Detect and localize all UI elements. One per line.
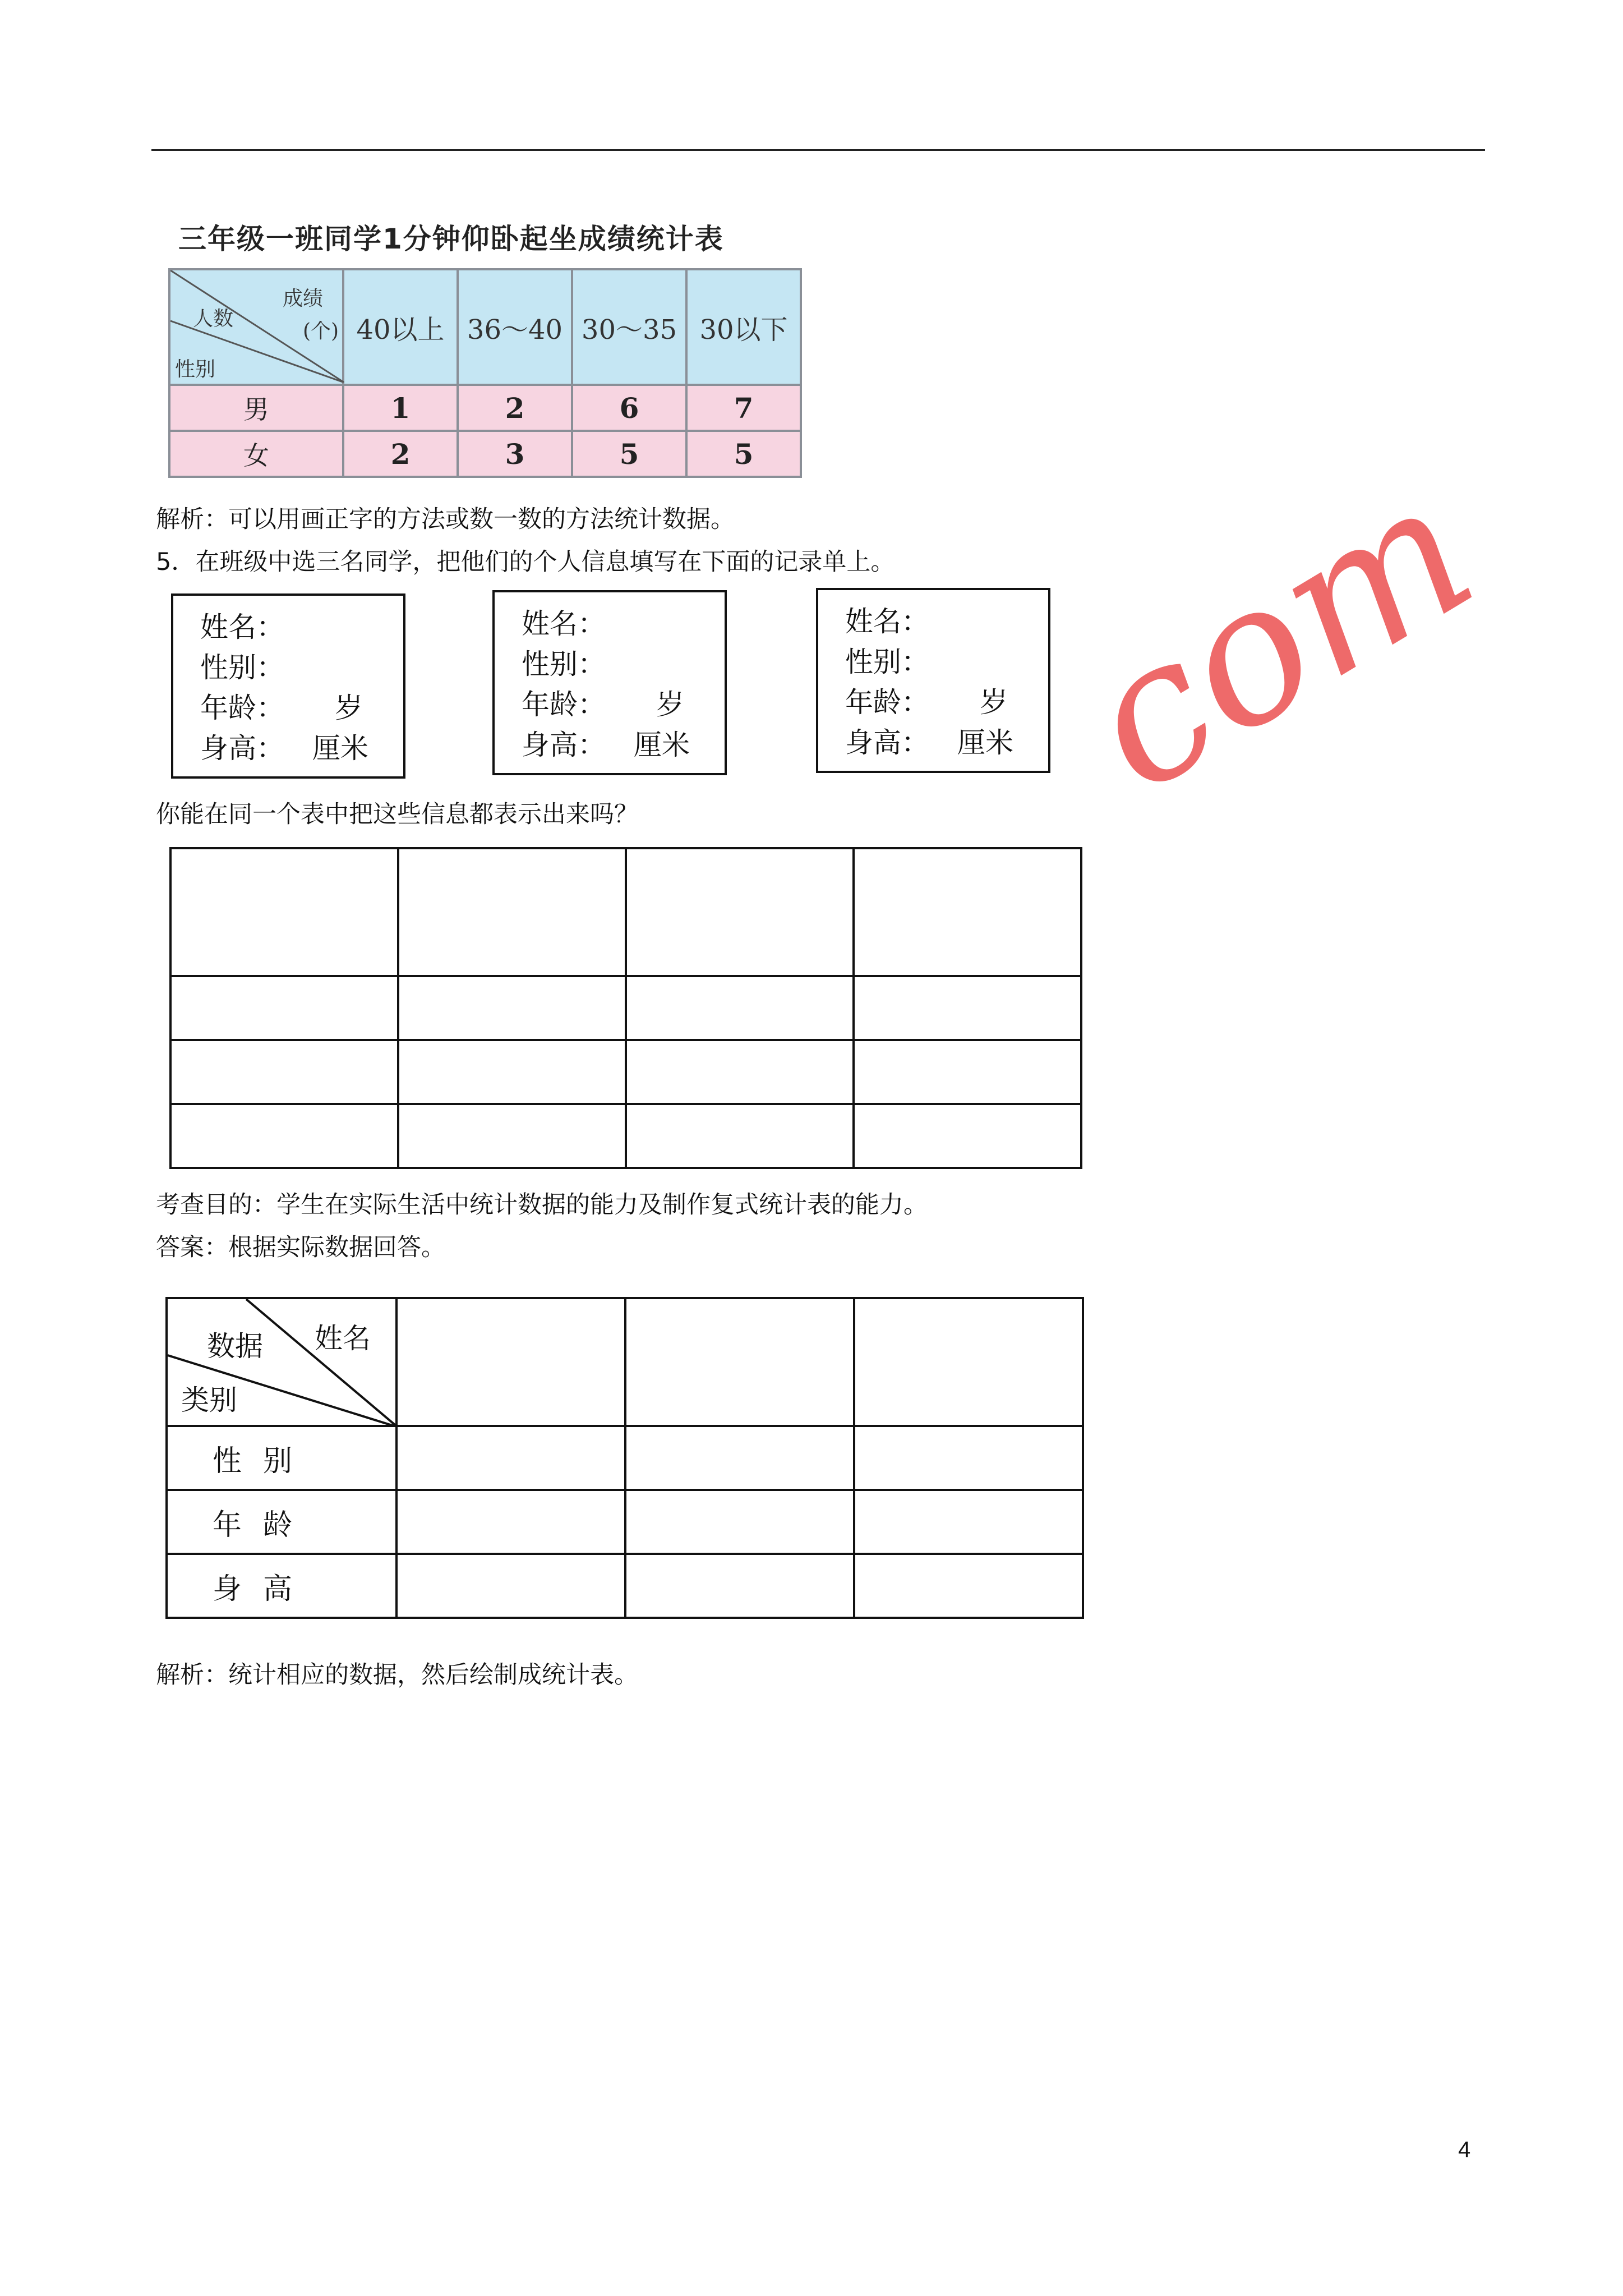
stat-corner-cell: [169, 269, 343, 385]
page-number: 4: [1458, 2137, 1471, 2162]
row-label: 男: [169, 385, 343, 431]
blank-cell: [396, 1554, 625, 1618]
table-row: [170, 976, 1081, 1040]
blank-cell: [626, 1104, 854, 1168]
cell-value: 2: [458, 385, 572, 431]
card-height-unit: 厘米: [312, 732, 368, 765]
blank-cell: [854, 1554, 1083, 1618]
analysis-2: 解析：统计相应的数据，然后绘制成统计表。: [156, 1661, 638, 1689]
row-label: 女: [169, 431, 343, 477]
corner-top-right: 姓名: [315, 1322, 371, 1355]
header-rule: [151, 149, 1485, 151]
stat-table: [168, 268, 802, 478]
table-row: [167, 1554, 1083, 1618]
table-row: [167, 1490, 1083, 1554]
blank-cell: [854, 1104, 1081, 1168]
table-row: [170, 1040, 1081, 1104]
column-header: 36～40: [458, 269, 572, 385]
row-label: 身高: [167, 1554, 396, 1618]
card-age-unit: 岁: [656, 688, 684, 721]
blank-cell: [170, 848, 398, 976]
table-row: [167, 1298, 1083, 1426]
card-height-unit: 厘米: [634, 729, 690, 761]
row-label: 性别: [167, 1426, 396, 1490]
record-card-1: [171, 593, 405, 779]
blank-cell: [170, 1040, 398, 1104]
cell-value: 1: [343, 385, 458, 431]
blank-cell: [398, 848, 626, 976]
table-row: [170, 1104, 1081, 1168]
answer-table: [165, 1297, 1084, 1619]
blank-cell: [854, 976, 1081, 1040]
table-row: [169, 431, 801, 477]
purpose-text: 考查目的：学生在实际生活中统计数据的能力及制作复式统计表的能力。: [156, 1191, 928, 1219]
card-age-unit: 岁: [980, 686, 1008, 719]
blank-table: [169, 847, 1082, 1169]
blank-cell: [626, 1040, 854, 1104]
blank-cell: [854, 1298, 1083, 1426]
blank-cell: [398, 1040, 626, 1104]
blank-cell: [854, 1490, 1083, 1554]
blank-cell: [626, 976, 854, 1040]
analysis-1: 解析：可以用画正字的方法或数一数的方法统计数据。: [156, 505, 735, 533]
watermark: com: [1049, 438, 1508, 836]
column-header: 30～35: [572, 269, 686, 385]
cell-value: 3: [458, 431, 572, 477]
blank-cell: [396, 1426, 625, 1490]
blank-cell: [854, 848, 1081, 976]
card-height-unit: 厘米: [957, 726, 1013, 759]
table-row: [169, 385, 801, 431]
column-header: 30以下: [686, 269, 801, 385]
card-name: 姓名：: [845, 605, 929, 638]
card-age: [522, 684, 725, 725]
record-card-3: [816, 588, 1050, 773]
cell-value: 2: [343, 431, 458, 477]
card-name: 姓名：: [522, 608, 606, 640]
corner-bottom-left: 类别: [181, 1384, 237, 1416]
blank-cell: [625, 1490, 854, 1554]
card-height: [200, 728, 403, 769]
corner-bottom-left: 性别: [175, 358, 216, 381]
card-height-label: 身高：: [522, 729, 606, 761]
blank-cell: [625, 1554, 854, 1618]
card-height-label: 身高：: [200, 732, 284, 765]
record-card-2: [492, 590, 727, 775]
card-age-label: 年龄：: [200, 692, 284, 724]
blank-cell: [854, 1426, 1083, 1490]
blank-cell: [398, 1104, 626, 1168]
cell-value: 7: [686, 385, 801, 431]
card-height: [845, 723, 1048, 763]
column-header: 40以上: [343, 269, 458, 385]
blank-cell: [626, 848, 854, 976]
answer-corner-cell: [167, 1298, 396, 1426]
cell-value: 5: [686, 431, 801, 477]
card-age-label: 年龄：: [522, 688, 606, 721]
corner-middle: 数据: [207, 1330, 263, 1363]
cell-value: 5: [572, 431, 686, 477]
corner-middle: 人数: [193, 307, 234, 330]
card-gender: 性别：: [845, 646, 929, 678]
blank-cell: [170, 1104, 398, 1168]
corner-top-right: 成绩: [283, 287, 324, 310]
table-row: [170, 848, 1081, 976]
question-5: 5．在班级中选三名同学，把他们的个人信息填写在下面的记录单上。: [156, 548, 895, 576]
card-age: [845, 682, 1048, 723]
table-row: [167, 1426, 1083, 1490]
card-age-label: 年龄：: [845, 686, 929, 719]
blank-cell: [396, 1298, 625, 1426]
blank-cell: [854, 1040, 1081, 1104]
card-gender: 性别：: [522, 648, 606, 680]
card-name: 姓名：: [200, 611, 284, 643]
stat-table-title: 三年级一班同学1分钟仰卧起坐成绩统计表: [178, 223, 724, 255]
blank-cell: [170, 976, 398, 1040]
blank-cell: [625, 1298, 854, 1426]
cell-value: 6: [572, 385, 686, 431]
card-height: [522, 725, 725, 765]
card-gender: 性别：: [200, 651, 284, 684]
card-age-unit: 岁: [335, 692, 363, 724]
question-table: 你能在同一个表中把这些信息都表示出来吗？: [156, 800, 638, 829]
card-age: [200, 688, 403, 728]
blank-cell: [396, 1490, 625, 1554]
blank-cell: [625, 1426, 854, 1490]
answer-text: 答案：根据实际数据回答。: [156, 1234, 445, 1262]
corner-unit: (个): [303, 320, 339, 343]
row-label: 年龄: [167, 1490, 396, 1554]
blank-cell: [398, 976, 626, 1040]
card-height-label: 身高：: [845, 726, 929, 759]
